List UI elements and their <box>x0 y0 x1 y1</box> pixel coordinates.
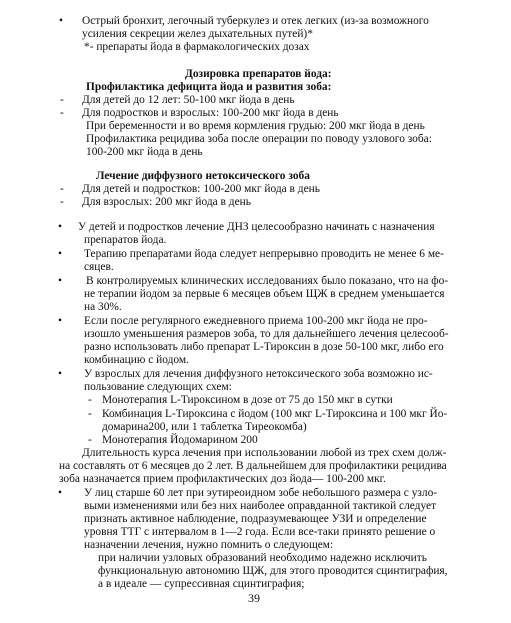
bullet-marker: • <box>58 248 62 260</box>
bullet-line: комбинацию с йодом. <box>84 354 189 366</box>
dosage-line: Профилактика рецидива зоба после операции по поводу узлового зоба: <box>86 133 432 145</box>
bullet-line: Терапию препаратами йода следует непрерывно проводить не менее 6 ме- <box>84 248 444 260</box>
page-number: 39 <box>248 591 260 605</box>
dash-marker: - <box>60 183 64 195</box>
dash-marker: - <box>60 94 64 106</box>
bullet-marker: • <box>59 15 63 27</box>
dash-marker: - <box>60 107 64 119</box>
treatment-line: Для взрослых: 200 мкг йода в день <box>82 196 251 208</box>
bullet-line: У детей и подростков лечение ДНЗ целесообразно начинать с назначения <box>78 221 435 233</box>
dash-marker: - <box>60 196 64 208</box>
bullet-marker: • <box>58 275 62 287</box>
paragraph-line: Длительность курса лечения при использовании любой из трех схем долж- <box>82 447 447 459</box>
bullet-line: препаратов йода. <box>84 234 167 246</box>
bullet-line: на 30%. <box>84 301 122 313</box>
treatment-line: Для детей и подростков: 100-200 мкг йода в день <box>82 183 320 195</box>
paragraph-line: зоба назначается прием профилактических доз йода— 100-200 мкг. <box>59 473 386 485</box>
bullet-line: не терапии йодом за первые 6 месяцев объем ЩЖ в среднем уменьшается <box>84 288 445 300</box>
subparagraph-line: при наличии узловых образований необходимо надежно исключить <box>98 552 427 564</box>
footnote-line: *- препараты йода в фармакологических дозах <box>84 41 310 53</box>
bullet-marker: • <box>58 487 62 499</box>
bullet-marker: • <box>58 221 62 233</box>
dosage-line: 100-200 мкг йода в день <box>86 146 203 158</box>
dosage-line: Для подростков и взрослых: 100-200 мкг йода в день <box>82 107 339 119</box>
bullet-marker: • <box>58 368 62 380</box>
bullet-line: пользование следующих схем: <box>84 381 232 393</box>
scheme-line: домарина200, или 1 таблетка Тиреокомба) <box>102 421 307 433</box>
bullet-marker: • <box>58 315 62 327</box>
scheme-line: Монотерапия L-Тироксином в дозе от 75 до 150 мкг в сутки <box>102 394 393 406</box>
bullet-line: назначении лечения, нужно помнить о следующем: <box>84 539 334 551</box>
bullet-line: изошло уменьшения размеров зоба, то для дальнейшего лечения целесооб- <box>84 328 449 340</box>
subparagraph-line: а в идеале — супрессивная сцинтиграфия; <box>98 578 305 590</box>
bullet-line: признать активное наблюдение, подразумевающее УЗИ и определение <box>84 513 427 525</box>
scheme-line: Комбинация L-Тироксина с йодом (100 мкг L-Тироксина и 100 мкг Йо- <box>102 408 448 420</box>
section-title: Дозировка препаратов йода: <box>185 68 332 80</box>
bullet-line: уровня ТТГ с интервалом в 1—2 года. Если все-таки принято решение о <box>84 526 436 538</box>
intro-line: Острый бронхит, легочный туберкулез и отек легких (из-за возможного <box>82 15 429 27</box>
dash-marker: - <box>88 394 92 406</box>
dash-marker: - <box>88 408 92 420</box>
dash-marker: - <box>88 434 92 446</box>
scheme-line: Монотерапия Йодомарином 200 <box>102 434 258 446</box>
paragraph-line: на составлять от 6 месяцев до 2 лет. В дальнейшем для профилактики рецидива <box>59 460 447 472</box>
bullet-line: сяцев. <box>84 261 114 273</box>
dosage-line: Для детей до 12 лет: 50-100 мкг йода в день <box>82 94 295 106</box>
bullet-line: выми изменениями или без них наиболее оправданной тактикой следует <box>84 500 437 512</box>
dosage-line: При беременности и во время кормления грудью: 200 мкг йода в день <box>86 120 425 132</box>
intro-line: усиления секреции желез дыхательных путей)* <box>82 28 313 40</box>
section-subtitle: Профилактика дефицита йода и развития зоба: <box>86 81 332 93</box>
bullet-line: Если после регулярного ежедневного приема 100-200 мкг йода не про- <box>84 315 428 327</box>
bullet-line: В контролируемых клинических исследованиях было показано, что на фо- <box>86 275 449 287</box>
subparagraph-line: функциональную автономию ЩЖ, для этого проводится сцинтиграфия, <box>98 565 448 577</box>
bullet-line: разно использовать либо препарат L-Тироксин в дозе 50-100 мкг, либо его <box>84 341 444 353</box>
section-title: Лечение диффузного нетоксического зоба <box>96 170 310 182</box>
bullet-line: У лиц старше 60 лет при эутиреоидном зобе небольшого размера с узло- <box>84 487 438 499</box>
bullet-line: У взрослых для лечения диффузного нетоксического зоба возможно ис- <box>84 368 433 380</box>
